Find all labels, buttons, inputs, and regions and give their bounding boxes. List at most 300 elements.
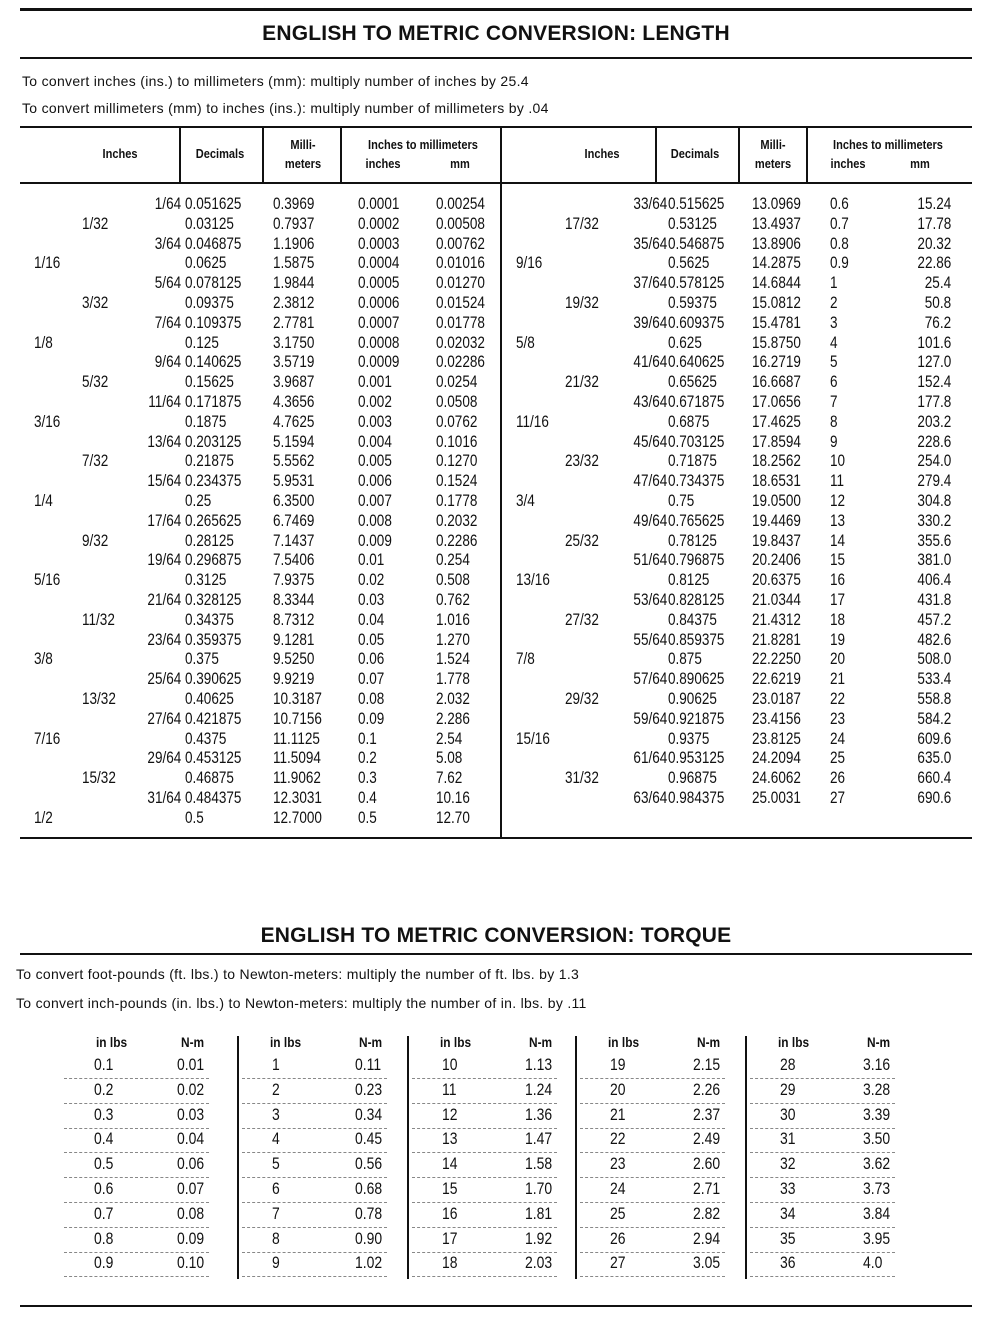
- conversion-mm: 279.4: [917, 472, 951, 491]
- conversion-mm: 127.0: [917, 353, 951, 372]
- fraction-sixteenths: 1/2: [34, 808, 53, 827]
- decimal-value: 0.5625: [668, 254, 710, 273]
- torque-in-lbs-value: 0.9: [94, 1253, 114, 1273]
- millimeter-value: 15.0812: [752, 294, 801, 312]
- fraction-sixteenths: 7/16: [34, 729, 61, 748]
- length-center-divider: [500, 128, 502, 838]
- header-decimals-right: Decimals: [670, 146, 720, 161]
- millimeter-value: 20.2406: [752, 551, 801, 570]
- torque-in-lbs-value: 36: [780, 1253, 796, 1273]
- torque-nm-value: 0.06: [177, 1154, 205, 1174]
- millimeter-value: 25.0031: [752, 789, 801, 807]
- decimal-value: 0.40625: [185, 690, 234, 708]
- conversion-mm: 584.2: [917, 709, 951, 728]
- conversion-mm: 177.8: [917, 393, 951, 411]
- torque-in-lbs-value: 21: [610, 1104, 626, 1124]
- torque-group-divider: [745, 1036, 747, 1279]
- torque-in-lbs-value: 0.7: [94, 1203, 114, 1223]
- decimal-value: 0.0625: [185, 254, 227, 273]
- torque-in-lbs-value: 19: [610, 1055, 626, 1074]
- decimal-value: 0.921875: [668, 709, 725, 728]
- torque-nm-value: 2.49: [693, 1129, 721, 1149]
- hdr-sep: [179, 128, 181, 183]
- decimal-value: 0.359375: [185, 630, 242, 649]
- conversion-inches: 0.04: [358, 610, 385, 629]
- conversion-mm: 0.01016: [436, 254, 485, 273]
- conversion-mm: 558.8: [917, 690, 951, 708]
- decimal-value: 0.375: [185, 650, 219, 669]
- decimal-value: 0.21875: [185, 452, 234, 471]
- millimeter-value: 1.1906: [273, 234, 315, 253]
- decimal-value: 0.59375: [668, 294, 717, 312]
- torque-nm-value: 2.82: [693, 1203, 721, 1223]
- conversion-inches: 0.9: [830, 254, 849, 273]
- millimeter-value: 9.1281: [273, 630, 315, 649]
- torque-nm-value: 2.15: [693, 1055, 721, 1074]
- fraction-sixteenths: 3/16: [34, 412, 61, 431]
- torque-nm-value: 1.58: [525, 1154, 553, 1174]
- conversion-mm: 0.0762: [436, 412, 478, 431]
- fraction-thirtyseconds: 1/32: [82, 214, 109, 233]
- millimeter-value: 7.9375: [273, 571, 315, 590]
- torque-in-lbs-value: 31: [780, 1129, 796, 1149]
- torque-nm-value: 1.24: [525, 1079, 553, 1099]
- length-header-bottom-rule: [20, 182, 972, 184]
- torque-header-nm: N-m: [529, 1034, 553, 1050]
- hdr-sep: [738, 128, 740, 183]
- torque-row-divider: [580, 1276, 725, 1277]
- conversion-mm: 2.286: [436, 709, 470, 728]
- millimeter-value: 8.7312: [273, 610, 315, 629]
- decimal-value: 0.875: [668, 650, 702, 669]
- conversion-inches: 0.2: [358, 749, 377, 768]
- torque-in-lbs-value: 9: [272, 1253, 280, 1273]
- torque-nm-value: 2.26: [693, 1079, 721, 1099]
- millimeter-value: 4.7625: [273, 412, 315, 431]
- torque-nm-value: 0.90: [355, 1228, 383, 1248]
- conversion-inches: 3: [830, 313, 838, 332]
- header-itm-inches-right: inches: [830, 156, 866, 171]
- decimal-value: 0.84375: [668, 610, 717, 629]
- torque-in-lbs-value: 8: [272, 1228, 280, 1248]
- torque-in-lbs-value: 10: [442, 1055, 458, 1074]
- decimal-value: 0.078125: [185, 274, 242, 293]
- millimeter-value: 21.8281: [752, 630, 801, 649]
- torque-group-divider: [575, 1036, 577, 1279]
- conversion-inches: 16: [830, 571, 846, 590]
- conversion-inches: 0.4: [358, 789, 377, 807]
- torque-nm-value: 0.08: [177, 1203, 205, 1223]
- millimeter-value: 9.9219: [273, 670, 315, 689]
- fraction-sixtyfourths: 51/64: [633, 551, 667, 570]
- decimal-value: 0.75: [668, 492, 695, 510]
- conversion-inches: 14: [830, 531, 846, 550]
- fraction-sixtyfourths: 33/64: [633, 195, 667, 213]
- decimal-value: 0.34375: [185, 610, 234, 629]
- fraction-thirtyseconds: 9/32: [82, 531, 109, 550]
- torque-header-in-lbs: in lbs: [270, 1034, 302, 1050]
- conversion-mm: 5.08: [436, 749, 463, 768]
- conversion-inches: 0.08: [358, 690, 385, 708]
- torque-nm-value: 0.04: [177, 1129, 205, 1149]
- millimeter-value: 23.0187: [752, 690, 801, 708]
- torque-in-lbs-value: 0.2: [94, 1079, 114, 1099]
- torque-group-divider: [237, 1036, 239, 1279]
- decimal-value: 0.46875: [185, 769, 234, 788]
- torque-nm-value: 3.39: [863, 1104, 891, 1124]
- decimal-value: 0.890625: [668, 670, 725, 689]
- conversion-inches: 0.006: [358, 472, 392, 491]
- conversion-mm: 457.2: [917, 610, 951, 629]
- fraction-sixtyfourths: 63/64: [633, 789, 667, 807]
- torque-row-divider: [412, 1276, 557, 1277]
- torque-nm-value: 0.23: [355, 1079, 383, 1099]
- millimeter-value: 13.4937: [752, 214, 801, 233]
- fraction-sixtyfourths: 1/64: [154, 195, 181, 213]
- header-meters-left: meters: [284, 156, 322, 171]
- conversion-mm: 431.8: [917, 591, 951, 609]
- fraction-sixteenths: 3/8: [34, 650, 53, 669]
- length-title: ENGLISH TO METRIC CONVERSION: LENGTH: [262, 22, 730, 45]
- decimal-value: 0.4375: [185, 729, 227, 748]
- fraction-thirtyseconds: 5/32: [82, 373, 109, 392]
- conversion-mm: 101.6: [917, 333, 951, 352]
- conversion-mm: 0.01778: [436, 313, 485, 332]
- conversion-inches: 12: [830, 492, 846, 510]
- decimal-value: 0.1875: [185, 412, 227, 431]
- fraction-sixtyfourths: 43/64: [633, 393, 667, 411]
- fraction-sixteenths: 9/16: [516, 254, 543, 273]
- fraction-thirtyseconds: 23/32: [565, 452, 599, 471]
- conversion-mm: 0.0254: [436, 373, 478, 392]
- decimal-value: 0.78125: [668, 531, 717, 550]
- conversion-mm: 0.1778: [436, 492, 478, 510]
- hdr-sep: [806, 128, 808, 183]
- torque-nm-value: 0.56: [355, 1154, 383, 1174]
- millimeter-value: 4.3656: [273, 393, 315, 411]
- fraction-sixteenths: 1/16: [34, 254, 61, 273]
- torque-nm-value: 0.07: [177, 1179, 205, 1198]
- torque-in-lbs-value: 20: [610, 1079, 626, 1099]
- conversion-inches: 0.03: [358, 591, 385, 609]
- torque-header-nm: N-m: [867, 1034, 891, 1050]
- header-inches-left: Inches: [102, 146, 138, 161]
- conversion-inches: 22: [830, 690, 846, 708]
- fraction-sixtyfourths: 27/64: [147, 709, 181, 728]
- torque-nm-value: 1.70: [525, 1179, 553, 1198]
- conversion-mm: 533.4: [917, 670, 951, 689]
- torque-title-rule: [20, 953, 972, 955]
- decimal-value: 0.140625: [185, 353, 242, 372]
- decimal-value: 0.109375: [185, 313, 242, 332]
- torque-group-divider: [407, 1036, 409, 1279]
- conversion-mm: 0.02032: [436, 333, 485, 352]
- torque-nm-value: 0.10: [177, 1253, 205, 1273]
- conversion-inches: 4: [830, 333, 838, 352]
- conversion-inches: 0.0006: [358, 294, 400, 312]
- millimeter-value: 23.4156: [752, 709, 801, 728]
- millimeter-value: 12.3031: [273, 789, 322, 807]
- length-instruction-1: To convert inches (ins.) to millimeters (mm): multiply number of inches by 25.4: [22, 73, 529, 89]
- decimal-value: 0.625: [668, 333, 702, 352]
- conversion-inches: 0.0003: [358, 234, 400, 253]
- decimal-value: 0.828125: [668, 591, 725, 609]
- millimeter-value: 19.4469: [752, 511, 801, 530]
- conversion-mm: 482.6: [917, 630, 951, 649]
- torque-nm-value: 2.03: [525, 1253, 553, 1273]
- torque-nm-value: 3.73: [863, 1179, 891, 1198]
- conversion-mm: 0.00762: [436, 234, 485, 253]
- torque-header-nm: N-m: [359, 1034, 383, 1050]
- fraction-sixtyfourths: 57/64: [633, 670, 667, 689]
- conversion-mm: 0.762: [436, 591, 470, 609]
- conversion-inches: 0.6: [830, 195, 849, 213]
- conversion-inches: 0.009: [358, 531, 392, 550]
- torque-in-lbs-value: 1: [272, 1055, 280, 1074]
- conversion-inches: 0.004: [358, 432, 392, 451]
- conversion-mm: 0.2286: [436, 531, 478, 550]
- conversion-mm: 0.01270: [436, 274, 485, 293]
- millimeter-value: 3.1750: [273, 333, 315, 352]
- torque-row-divider: [750, 1276, 895, 1277]
- conversion-inches: 8: [830, 412, 838, 431]
- conversion-mm: 508.0: [917, 650, 951, 669]
- decimal-value: 0.671875: [668, 393, 725, 411]
- torque-in-lbs-value: 22: [610, 1129, 626, 1149]
- torque-header-nm: N-m: [181, 1034, 205, 1050]
- torque-nm-value: 1.81: [525, 1203, 553, 1223]
- conversion-inches: 0.3: [358, 769, 377, 788]
- fraction-sixtyfourths: 47/64: [633, 472, 667, 491]
- conversion-mm: 0.00254: [436, 195, 485, 213]
- conversion-inches: 21: [830, 670, 846, 689]
- conversion-inches: 19: [830, 630, 846, 649]
- conversion-mm: 20.32: [917, 234, 951, 253]
- fraction-sixteenths: 15/16: [516, 729, 550, 748]
- fraction-sixtyfourths: 19/64: [147, 551, 181, 570]
- conversion-mm: 7.62: [436, 769, 463, 788]
- decimal-value: 0.5: [185, 808, 204, 827]
- fraction-sixtyfourths: 29/64: [147, 749, 181, 768]
- header-meters-right: meters: [754, 156, 792, 171]
- millimeter-value: 3.5719: [273, 353, 315, 372]
- fraction-thirtyseconds: 25/32: [565, 531, 599, 550]
- conversion-mm: 0.508: [436, 571, 470, 590]
- fraction-thirtyseconds: 15/32: [82, 769, 116, 788]
- torque-row-divider: [242, 1276, 387, 1277]
- millimeter-value: 11.9062: [273, 769, 321, 788]
- decimal-value: 0.90625: [668, 690, 717, 708]
- conversion-mm: 355.6: [917, 531, 951, 550]
- conversion-mm: 330.2: [917, 511, 951, 530]
- millimeter-value: 5.1594: [273, 432, 315, 451]
- torque-in-lbs-value: 11: [442, 1079, 457, 1099]
- torque-nm-value: 3.84: [863, 1203, 891, 1223]
- fraction-sixtyfourths: 13/64: [147, 432, 181, 451]
- fraction-sixtyfourths: 9/64: [154, 353, 181, 372]
- conversion-inches: 0.8: [830, 234, 849, 253]
- millimeter-value: 24.2094: [752, 749, 801, 768]
- conversion-inches: 13: [830, 511, 846, 530]
- torque-header-in-lbs: in lbs: [608, 1034, 640, 1050]
- conversion-inches: 0.5: [358, 808, 377, 827]
- fraction-thirtyseconds: 29/32: [565, 690, 599, 708]
- decimal-value: 0.734375: [668, 472, 725, 491]
- millimeter-value: 5.9531: [273, 472, 315, 491]
- torque-in-lbs-value: 0.3: [94, 1104, 114, 1124]
- millimeter-value: 7.5406: [273, 551, 315, 570]
- torque-in-lbs-value: 15: [442, 1179, 458, 1198]
- torque-in-lbs-value: 7: [272, 1203, 280, 1223]
- decimal-value: 0.953125: [668, 749, 725, 768]
- torque-in-lbs-value: 17: [442, 1228, 458, 1248]
- conversion-inches: 0.07: [358, 670, 385, 689]
- torque-in-lbs-value: 2: [272, 1079, 280, 1099]
- millimeter-value: 21.4312: [752, 610, 801, 629]
- conversion-mm: 1.524: [436, 650, 470, 669]
- length-bottom-rule: [20, 837, 972, 839]
- conversion-mm: 76.2: [924, 313, 951, 332]
- conversion-inches: 0.003: [358, 412, 392, 431]
- millimeter-value: 22.6219: [752, 670, 801, 689]
- conversion-mm: 0.1016: [436, 432, 478, 451]
- millimeter-value: 17.8594: [752, 432, 801, 451]
- conversion-mm: 660.4: [917, 769, 951, 788]
- hdr-sep: [340, 128, 342, 183]
- millimeter-value: 22.2250: [752, 650, 801, 669]
- conversion-mm: 635.0: [917, 749, 951, 768]
- decimal-value: 0.640625: [668, 353, 725, 372]
- decimal-value: 0.53125: [668, 214, 717, 233]
- millimeter-value: 13.8906: [752, 234, 801, 253]
- conversion-mm: 690.6: [917, 789, 951, 807]
- conversion-inches: 0.001: [358, 373, 392, 392]
- torque-nm-value: 1.02: [355, 1253, 383, 1273]
- fraction-thirtyseconds: 7/32: [82, 452, 109, 471]
- conversion-mm: 228.6: [917, 432, 951, 451]
- torque-in-lbs-value: 13: [442, 1129, 458, 1149]
- decimal-value: 0.09375: [185, 294, 234, 312]
- fraction-sixtyfourths: 41/64: [633, 353, 667, 372]
- conversion-inches: 0.0002: [358, 214, 400, 233]
- torque-in-lbs-value: 25: [610, 1203, 626, 1223]
- millimeter-value: 14.6844: [752, 274, 801, 293]
- conversion-mm: 25.4: [924, 274, 951, 293]
- millimeter-value: 23.8125: [752, 729, 801, 748]
- conversion-mm: 0.1270: [436, 452, 478, 471]
- millimeter-value: 1.9844: [273, 274, 315, 293]
- decimal-value: 0.28125: [185, 531, 234, 550]
- header-itm-inches-left: inches: [365, 156, 401, 171]
- torque-nm-value: 1.47: [525, 1129, 553, 1149]
- conversion-mm: 0.0508: [436, 393, 478, 411]
- millimeter-value: 15.8750: [752, 333, 801, 352]
- torque-in-lbs-value: 0.6: [94, 1179, 114, 1198]
- torque-nm-value: 3.50: [863, 1129, 891, 1149]
- millimeter-value: 16.2719: [752, 353, 801, 372]
- millimeter-value: 18.6531: [752, 472, 801, 491]
- millimeter-value: 19.8437: [752, 531, 801, 550]
- conversion-inches: 0.005: [358, 452, 392, 471]
- millimeter-value: 5.5562: [273, 452, 315, 471]
- decimal-value: 0.03125: [185, 214, 234, 233]
- millimeter-value: 12.7000: [273, 808, 322, 827]
- decimal-value: 0.71875: [668, 452, 717, 471]
- millimeter-value: 15.4781: [752, 313, 801, 332]
- fraction-sixtyfourths: 17/64: [147, 511, 181, 530]
- conversion-inches: 0.09: [358, 709, 385, 728]
- torque-nm-value: 3.95: [863, 1228, 891, 1248]
- conversion-mm: 22.86: [917, 254, 951, 273]
- conversion-mm: 2.032: [436, 690, 470, 708]
- torque-in-lbs-value: 35: [780, 1228, 796, 1248]
- conversion-mm: 0.01524: [436, 294, 485, 312]
- conversion-inches: 0.002: [358, 393, 392, 411]
- decimal-value: 0.9375: [668, 729, 710, 748]
- fraction-sixtyfourths: 55/64: [633, 630, 667, 649]
- header-itm-mm-right: mm: [910, 156, 930, 171]
- torque-nm-value: 2.94: [693, 1228, 721, 1248]
- conversion-inches: 5: [830, 353, 838, 372]
- millimeter-value: 10.3187: [273, 690, 322, 708]
- torque-nm-value: 2.71: [693, 1179, 721, 1198]
- millimeter-value: 24.6062: [752, 769, 801, 788]
- conversion-mm: 304.8: [917, 492, 951, 510]
- conversion-inches: 15: [830, 551, 846, 570]
- fraction-sixtyfourths: 45/64: [633, 432, 667, 451]
- fraction-sixtyfourths: 3/64: [154, 234, 181, 253]
- decimal-value: 0.984375: [668, 789, 725, 807]
- millimeter-value: 2.7781: [273, 313, 315, 332]
- millimeter-value: 2.3812: [273, 294, 315, 312]
- fraction-sixtyfourths: 37/64: [633, 274, 667, 293]
- torque-in-lbs-value: 3: [272, 1104, 280, 1124]
- decimal-value: 0.703125: [668, 432, 725, 451]
- conversion-mm: 50.8: [924, 294, 951, 312]
- hdr-sep: [655, 128, 657, 183]
- decimal-value: 0.6875: [668, 412, 710, 431]
- decimal-value: 0.515625: [668, 195, 725, 213]
- decimal-value: 0.796875: [668, 551, 725, 570]
- conversion-inches: 25: [830, 749, 846, 768]
- decimal-value: 0.546875: [668, 234, 725, 253]
- decimal-value: 0.15625: [185, 373, 234, 392]
- fraction-sixtyfourths: 49/64: [633, 511, 667, 530]
- torque-in-lbs-value: 0.4: [94, 1129, 114, 1149]
- conversion-inches: 0.0008: [358, 333, 400, 352]
- conversion-mm: 254.0: [917, 452, 951, 471]
- decimal-value: 0.65625: [668, 373, 717, 392]
- decimal-value: 0.265625: [185, 511, 242, 530]
- millimeter-value: 9.5250: [273, 650, 315, 669]
- torque-nm-value: 0.45: [355, 1129, 383, 1149]
- conversion-inches: 24: [830, 729, 846, 748]
- torque-in-lbs-value: 5: [272, 1154, 280, 1174]
- fraction-sixtyfourths: 23/64: [147, 630, 181, 649]
- conversion-inches: 0.0004: [358, 254, 400, 273]
- header-itm-left: Inches to millimeters: [368, 137, 478, 152]
- torque-in-lbs-value: 6: [272, 1179, 280, 1198]
- decimal-value: 0.578125: [668, 274, 725, 293]
- torque-nm-value: 0.34: [355, 1104, 383, 1124]
- conversion-inches: 2: [830, 294, 838, 312]
- fraction-sixteenths: 5/8: [516, 333, 535, 352]
- torque-in-lbs-value: 30: [780, 1104, 796, 1124]
- torque-in-lbs-value: 14: [442, 1154, 458, 1174]
- torque-nm-value: 0.09: [177, 1228, 205, 1248]
- torque-in-lbs-value: 26: [610, 1228, 626, 1248]
- millimeter-value: 6.7469: [273, 511, 315, 530]
